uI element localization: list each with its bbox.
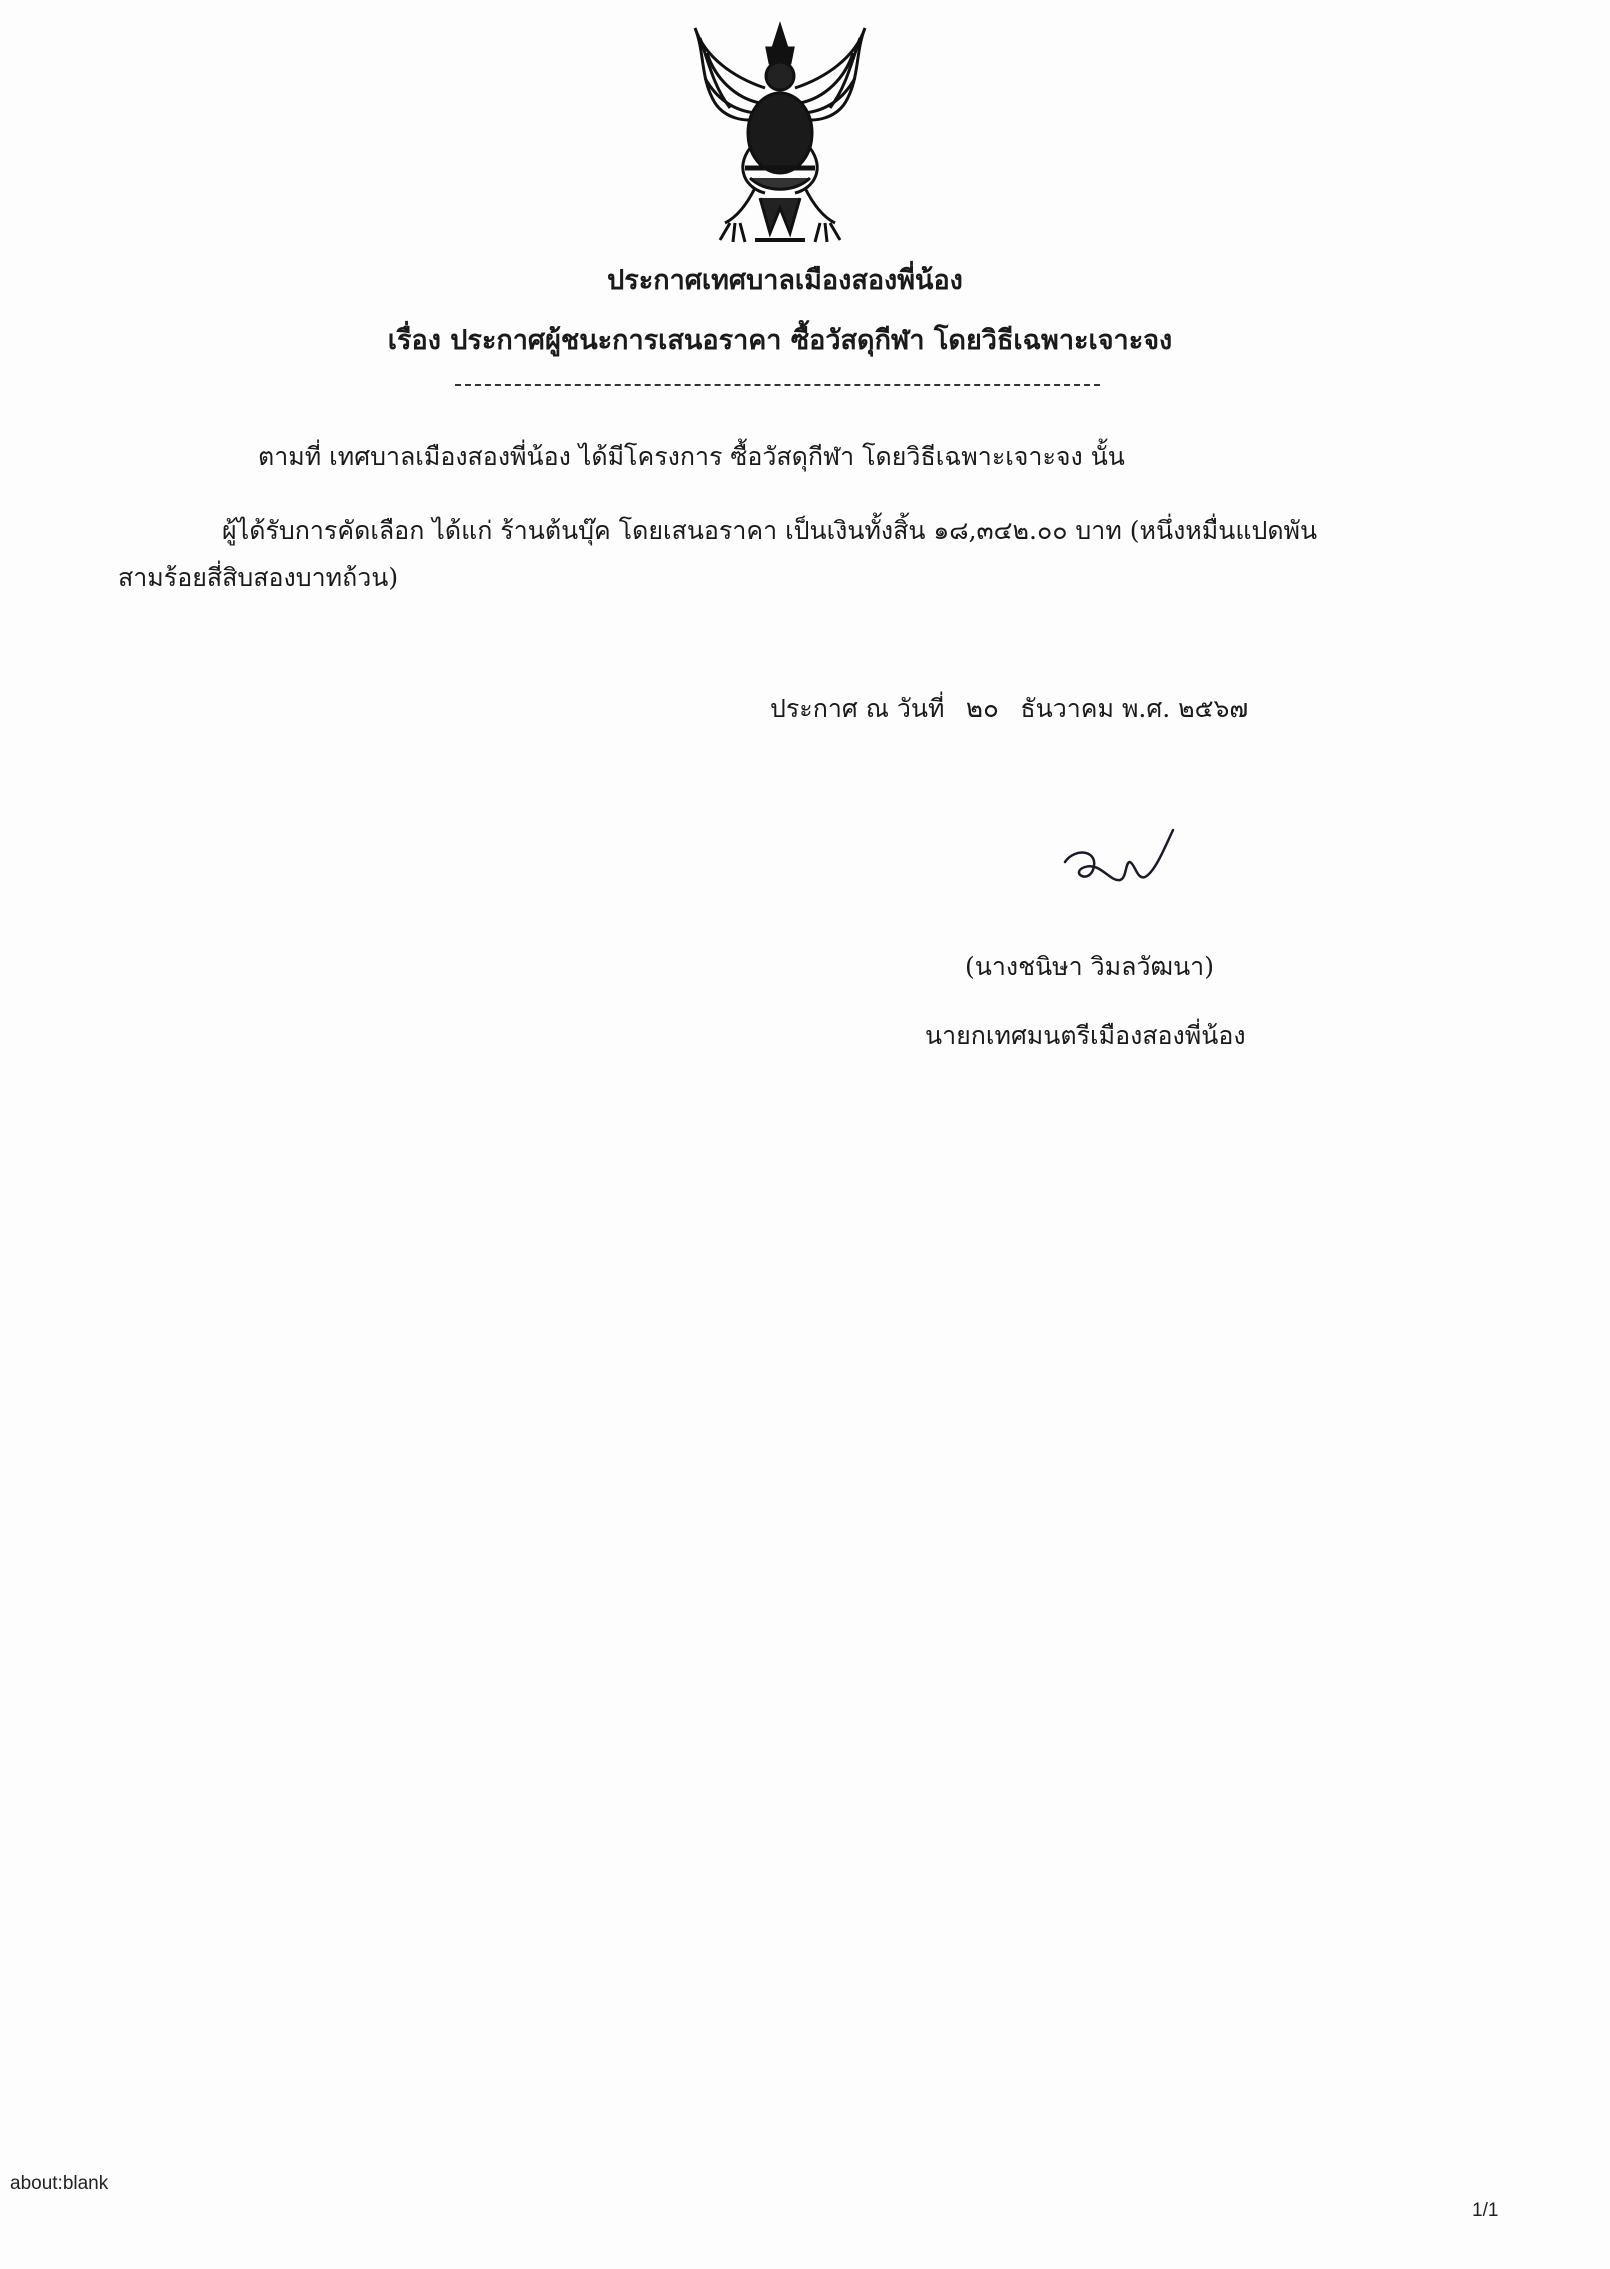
page-indicator: 1/1 — [1472, 2200, 1499, 2221]
body-paragraph-1: ตามที่ เทศบาลเมืองสองพี่น้อง ได้มีโครงการ ซื้อวัสดุกีฬา โดยวิธีเฉพาะเจาะจง นั้น — [258, 442, 1125, 471]
body-paragraph-2-line-2: สามร้อยสี่สิบสองบาทถ้วน) — [118, 563, 399, 592]
garuda-emblem-icon — [675, 18, 885, 248]
date-prefix: ประกาศ ณ วันที่ — [770, 694, 945, 723]
browser-footer-url: about:blank — [10, 2173, 109, 2194]
announcement-title: ประกาศเทศบาลเมืองสองพี่น้อง — [607, 265, 963, 296]
signer-name: (นางชนิษา วิมลวัฒนา) — [965, 952, 1214, 981]
body-paragraph-2-line-1: ผู้ได้รับการคัดเลือก ได้แก่ ร้านต้นบุ๊ค โดยเสนอราคา เป็นเงินทั้งสิ้น ๑๘,๓๔๒.๐๐ บาท (หนึ่งหมื่นแปดพัน — [222, 516, 1318, 545]
divider-line — [455, 384, 1100, 386]
date-day: ๒๐ — [965, 694, 999, 724]
signature-mark — [1055, 822, 1185, 897]
announcement-date — [770, 688, 1248, 729]
announcement-subject: เรื่อง ประกาศผู้ชนะการเสนอราคา ซื้อวัสดุกีฬา โดยวิธีเฉพาะเจาะจง — [387, 325, 1173, 356]
signer-title: นายกเทศมนตรีเมืองสองพี่น้อง — [925, 1021, 1246, 1050]
date-suffix: ธันวาคม พ.ศ. ๒๕๖๗ — [1020, 694, 1249, 723]
